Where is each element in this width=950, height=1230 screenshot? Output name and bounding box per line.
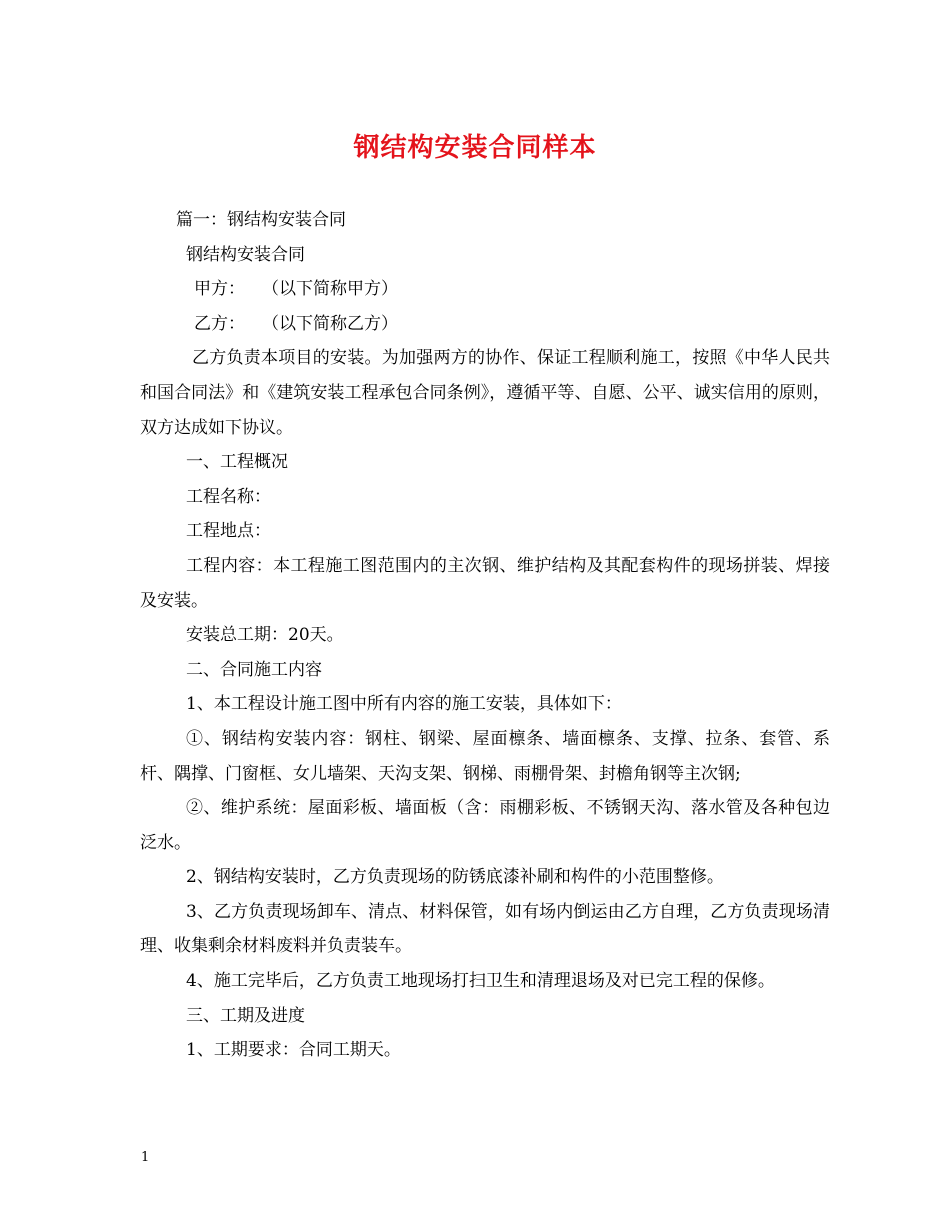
section-heading-3: 三、工期及进度 — [186, 1005, 305, 1026]
clause-2-1-item-1: ①、钢结构安装内容：钢柱、钢梁、屋面檩条、墙面檩条、支撑、拉条、套管、系杆、隅撑、门窗框、女儿墙架、天沟支架、钢梯、雨棚骨架、封檐角钢等主次钢; — [140, 728, 830, 784]
chapter-heading: 篇一：钢结构安装合同 — [176, 210, 346, 230]
document-title: 钢结构安装合同样本 — [353, 133, 597, 163]
clause-2-1-item-2: ②、维护系统：屋面彩板、墙面板（含：雨棚彩板、不锈钢天沟、落水管及各种包边泛水。 — [140, 798, 830, 853]
project-location-line: 工程地点： — [186, 521, 271, 542]
document-body — [140, 203, 830, 1068]
section-heading-1: 一、工程概况 — [186, 452, 288, 473]
clause-2-4: 4、施工完毕后，乙方负责工地现场打扫卫生和清理退场及对已完工程的保修。 — [186, 971, 775, 992]
contract-name: 钢结构安装合同 — [186, 244, 305, 265]
clause-2-3: 3、乙方负责现场卸车、清点、材料保管，如有场内倒运由乙方自理，乙方负责现场清理、收集剩余材料废料并负责装车。 — [140, 901, 830, 957]
party-a-line: 甲方： （以下简称甲方） — [194, 279, 398, 300]
clause-2-2: 2、钢结构安装时，乙方负责现场的防锈底漆补刷和构件的小范围整修。 — [186, 867, 724, 888]
total-period-line: 安装总工期：20天。 — [186, 625, 344, 646]
page-number: 1 — [141, 1150, 150, 1165]
project-name-line: 工程名称： — [186, 486, 271, 507]
party-b-line: 乙方： （以下简称乙方） — [194, 313, 398, 334]
clause-3-1: 1、工期要求：合同工期天。 — [186, 1040, 401, 1061]
project-content-paragraph: 工程内容：本工程施工图范围内的主次钢、维护结构及其配套构件的现场拼装、焊接及安装。 — [140, 555, 830, 611]
section-heading-2: 二、合同施工内容 — [186, 659, 322, 680]
preamble-paragraph: 乙方负责本项目的安装。为加强两方的协作、保证工程顺利施工，按照《中华人民共和国合同法》和《建筑安装工程承包合同条例》，遵循平等、自愿、公平、诚实信用的原则，双方达成如下协议。 — [140, 348, 830, 438]
clause-2-1: 1、本工程设计施工图中所有内容的施工安装，具体如下： — [186, 694, 622, 715]
